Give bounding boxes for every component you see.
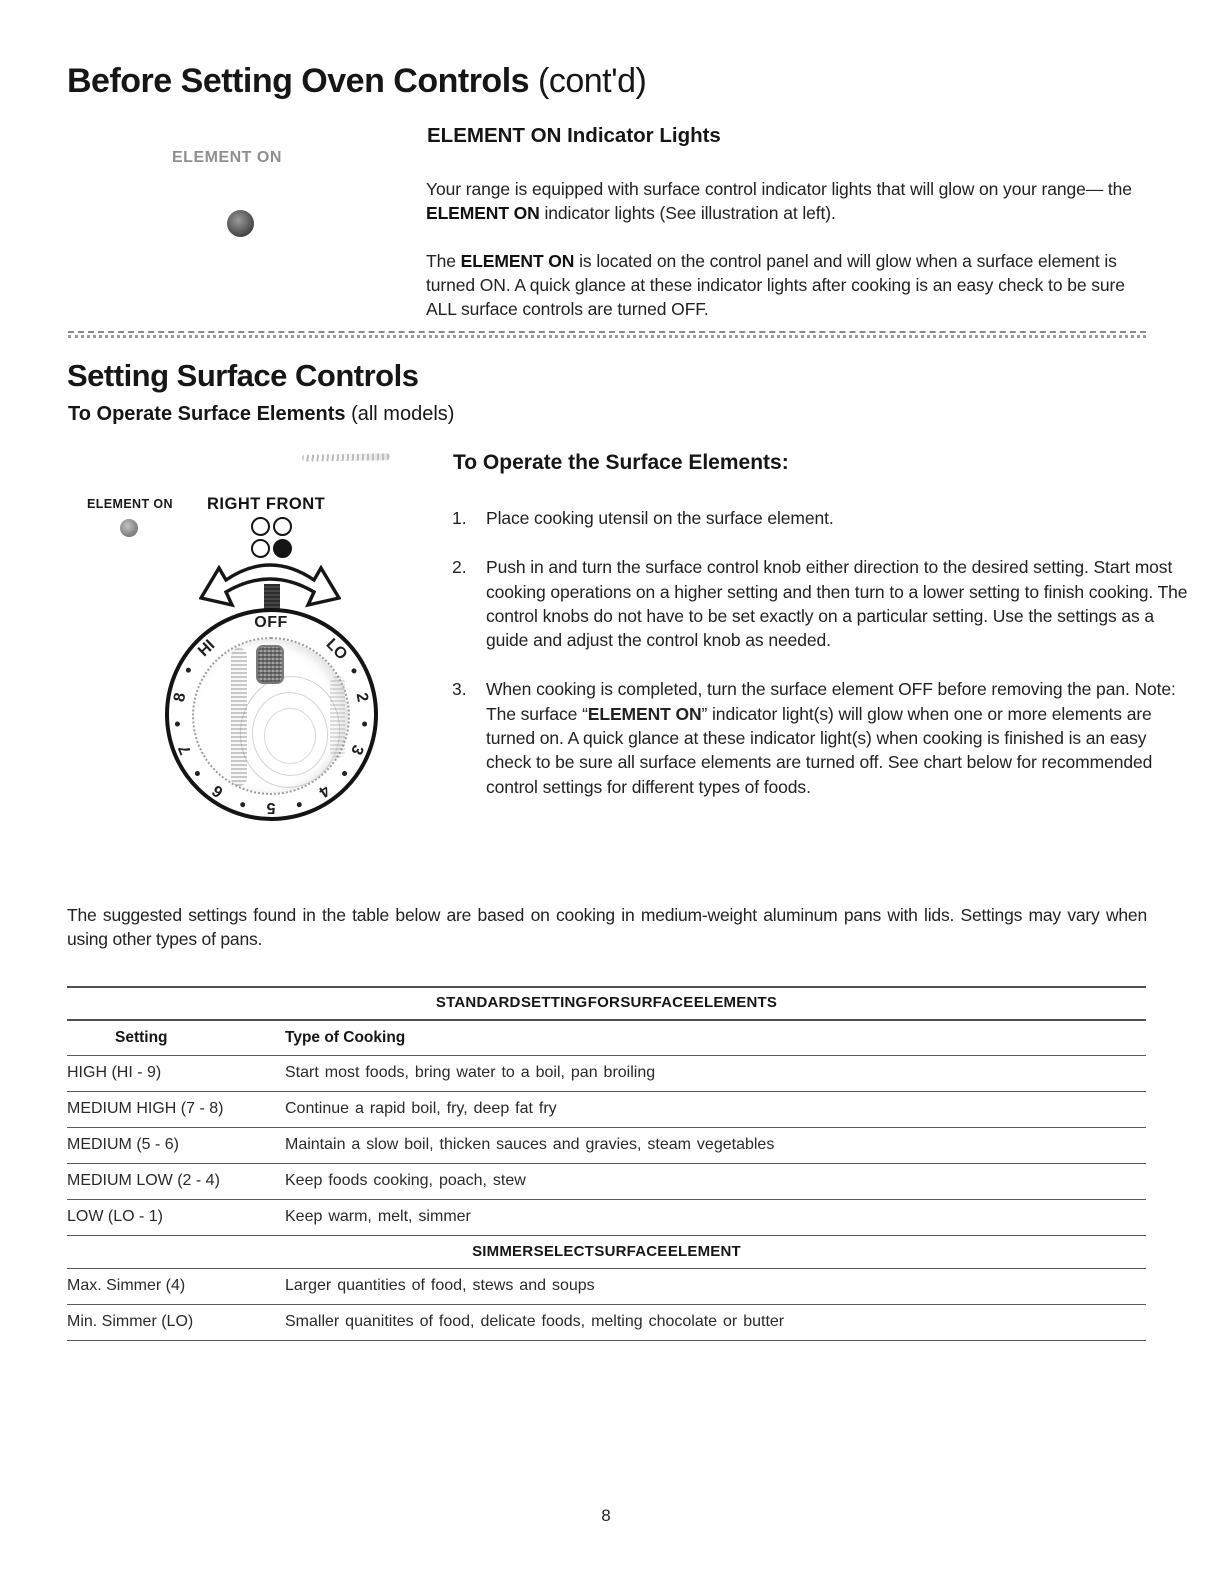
- dial-label-5: 5: [266, 799, 276, 816]
- cooking-cell: Smaller quanitites of food, delicate foods, melting chocolate or butter: [285, 1313, 785, 1330]
- setting-cell: Max. Simmer (4): [67, 1277, 186, 1294]
- simmer-table-title: SIMMER SELECT SURFACE ELEMENT: [67, 1235, 1146, 1268]
- small-indicator-light-icon: [120, 519, 138, 537]
- dial-label-2: 2: [352, 691, 371, 704]
- knob-grip-stripe: [330, 676, 345, 758]
- section-divider: [68, 331, 1146, 338]
- dial-label-lo: LO: [322, 635, 351, 664]
- knob-off-position-marker: [256, 645, 284, 684]
- element-on-paragraph-1: [426, 177, 1152, 225]
- page-title-main: Before Setting Oven Controls: [67, 62, 530, 100]
- cooking-cell: Keep warm, melt, simmer: [285, 1208, 471, 1225]
- step-number: 2.: [452, 557, 467, 578]
- table-row: [67, 1127, 1146, 1163]
- cooking-cell: Start most foods, bring water to a boil, pan broiling: [285, 1064, 656, 1081]
- paragraph-text: indicator lights (See illustration at left).: [539, 203, 836, 223]
- burner-map-dot: [251, 517, 270, 536]
- paragraph-text: Your range is equipped with surface control indicator lights that will glow on your range— the: [426, 179, 1132, 199]
- dial-label-off: OFF: [254, 614, 288, 631]
- element-on-figure-label: ELEMENT ON: [172, 149, 282, 166]
- dial-label-3: 3: [347, 742, 367, 757]
- cooking-cell: Continue a rapid boil, fry, deep fat fry: [285, 1100, 557, 1117]
- burner-position-label: RIGHT FRONT: [207, 495, 326, 513]
- dial-label-6: 6: [209, 781, 227, 801]
- surface-subheading-note: (all models): [351, 403, 455, 425]
- setting-cell: MEDIUM HIGH (7 - 8): [67, 1100, 224, 1117]
- element-on-paragraph-2: [426, 249, 1152, 321]
- table-row: [67, 1199, 1146, 1235]
- table-row: [67, 1304, 1146, 1340]
- dial-label-4: 4: [315, 781, 333, 801]
- cooking-cell: Larger quantities of food, stews and soups: [285, 1277, 595, 1294]
- step-text: Place cooking utensil on the surface element.: [486, 508, 834, 528]
- indicator-light-icon: [227, 210, 254, 237]
- step-number: 3.: [452, 679, 467, 700]
- dial-label-8: 8: [171, 691, 190, 704]
- dial-label-hi: HI: [195, 636, 219, 661]
- pan-note-paragraph: The suggested settings found in the table below are based on cooking in medium-weight aluminum pans with lids. Settings may vary when using other types of pans.: [67, 905, 1147, 949]
- dial-label-7: 7: [175, 742, 195, 757]
- surface-section-heading: Setting Surface Controls: [67, 358, 419, 393]
- table-row: [67, 1163, 1146, 1199]
- paragraph-text: is located on the control panel and will glow when a surface element is turned ON. A quick glance at these indicator lights after cooking is an easy check to be sure ALL surface controls are turned OFF.: [426, 251, 1125, 319]
- paragraph-bold: ELEMENT ON: [587, 703, 702, 724]
- step-text: Push in and turn the surface control knob either direction to the desired setting. Start most cooking operations on a higher setting and then turn to a lower setting to finish cooking. The control knobs do not have to be set exactly on a particular setting. Use the settings as a guide and adjust the control knob as needed.: [486, 557, 1188, 651]
- paragraph-text: The: [426, 251, 461, 271]
- table-row: [67, 1268, 1146, 1304]
- page-number: 8: [601, 1506, 611, 1525]
- cooking-cell: Maintain a slow boil, thicken sauces and gravies, steam vegetables: [285, 1136, 775, 1153]
- knob-texture: [264, 708, 316, 764]
- setting-cell: Min. Simmer (LO): [67, 1313, 194, 1330]
- knob-grip-stripe: [231, 648, 247, 786]
- table-bottom-rule: [67, 1340, 1146, 1341]
- knob-element-on-label: ELEMENT ON: [87, 497, 173, 511]
- step-text: [486, 677, 1188, 798]
- setting-cell: LOW (LO - 1): [67, 1208, 164, 1225]
- cooking-cell: Keep foods cooking, poach, stew: [285, 1172, 526, 1189]
- page-title-note: (cont'd): [538, 62, 647, 100]
- column-header-type: Type of Cooking: [285, 1029, 406, 1046]
- setting-cell: HIGH (HI - 9): [67, 1064, 162, 1081]
- column-header-setting: Setting: [115, 1029, 168, 1046]
- surface-subheading: [68, 403, 454, 426]
- standard-table-title: STANDARD SETTING FOR SURFACE ELEMENTS: [67, 986, 1146, 1019]
- step-number: 1.: [452, 508, 467, 528]
- paragraph-bold: ELEMENT ON: [460, 251, 575, 271]
- paragraph-text: ” indicator light(s) will glow when one or more elements are turned on. A quick glance at these indicator light(s) when cooking is finished is an easy check to be sure all surface elements are turned off. See chart below for recommended control settings for different types of foods.: [486, 703, 1153, 797]
- settings-table: [67, 986, 1146, 1341]
- step-1: [452, 506, 1188, 530]
- steps-heading: To Operate the Surface Elements:: [453, 451, 789, 474]
- setting-cell: MEDIUM LOW (2 - 4): [67, 1172, 220, 1189]
- table-row: [67, 1055, 1146, 1091]
- surface-subheading-main: To Operate Surface Elements: [68, 403, 346, 425]
- step-2: [452, 555, 1188, 652]
- table-header-row: [67, 1019, 1146, 1055]
- paragraph-bold: ELEMENT ON: [426, 203, 540, 223]
- steps-list: [452, 506, 1188, 824]
- table-row: [67, 1091, 1146, 1127]
- page-title: [67, 62, 646, 101]
- scan-smudge-artifact: [302, 453, 390, 462]
- paragraph-text: When cooking is completed, turn the surface element OFF before removing the pan. Note: The surface “: [486, 679, 1176, 724]
- element-on-heading: ELEMENT ON Indicator Lights: [427, 124, 721, 147]
- step-3: [452, 677, 1188, 798]
- setting-cell: MEDIUM (5 - 6): [67, 1136, 179, 1153]
- burner-map-dot: [273, 517, 292, 536]
